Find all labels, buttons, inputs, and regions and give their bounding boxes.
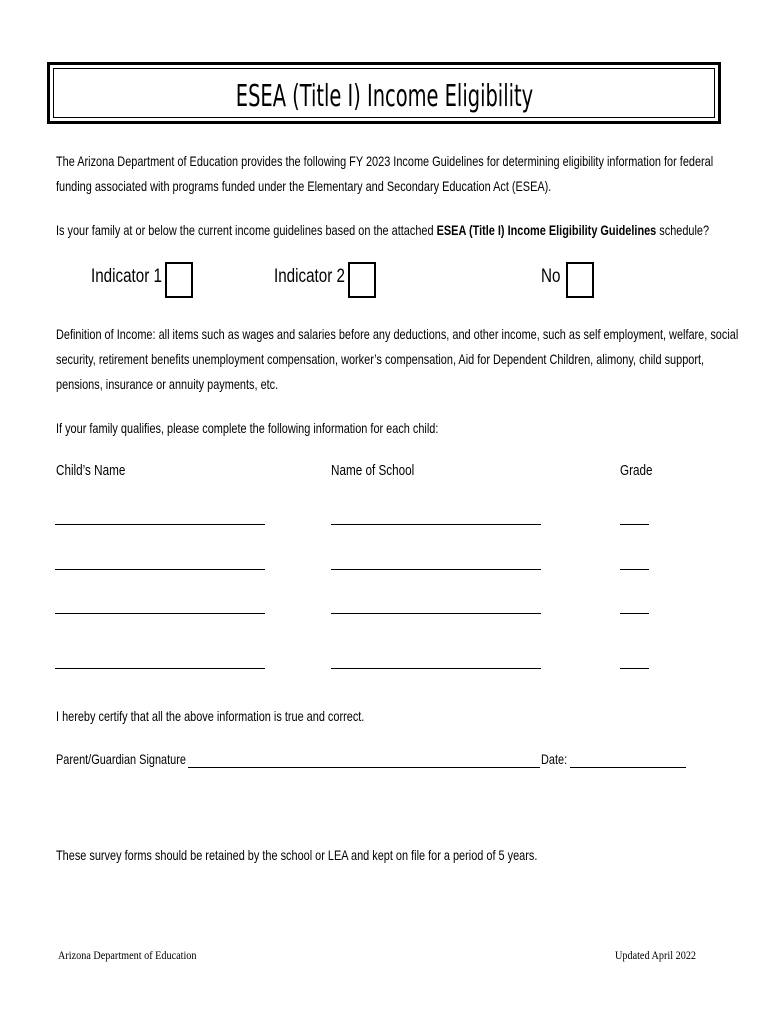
intro-paragraph: [56, 149, 770, 199]
child-name-field-4[interactable]: [55, 668, 265, 669]
school-name-field-2[interactable]: [331, 569, 541, 570]
definition-line-3: pensions, insurance or annuity payments, etc.: [56, 376, 279, 392]
intro-line-2: funding associated with programs funded under the Elementary and Secondary Education Act (ESEA).: [56, 178, 552, 194]
eligibility-question: [56, 218, 770, 243]
school-name-field-1[interactable]: [331, 524, 541, 525]
no-checkbox[interactable]: [566, 262, 594, 298]
footer-department: Arizona Department of Education: [58, 948, 197, 962]
date-field[interactable]: [570, 767, 686, 768]
title-box: [47, 62, 721, 124]
retention-notice: These survey forms should be retained by the school or LEA and kept on file for a period of 5 years.: [56, 847, 538, 863]
qualifies-instructions: If your family qualifies, please complete the following information for each child:: [56, 420, 439, 436]
child-name-header: Child’s Name: [56, 462, 126, 479]
no-label: No: [541, 266, 561, 287]
grade-header: Grade: [620, 462, 653, 479]
school-name-field-3[interactable]: [331, 613, 541, 614]
school-name-field-4[interactable]: [331, 668, 541, 669]
child-name-field-1[interactable]: [55, 524, 265, 525]
page-title: ESEA (Title I) Income Eligibility: [235, 79, 533, 114]
grade-field-1[interactable]: [620, 524, 649, 525]
grade-field-4[interactable]: [620, 668, 649, 669]
income-definition: [56, 322, 770, 397]
date-label: Date:: [541, 751, 568, 767]
child-name-field-3[interactable]: [55, 613, 265, 614]
definition-line-1: Definition of Income: all items such as wages and salaries before any deductions, and other income, such as self employment, welfare, social: [56, 326, 739, 342]
guidelines-title-bold: ESEA (Title I) Income Eligibility Guidelines: [436, 222, 657, 238]
definition-line-2: security, retirement benefits unemployment compensation, worker’s compensation, Aid for Dependent Children, alimony, child support,: [56, 351, 705, 367]
indicator-2-label: Indicator 2: [274, 266, 345, 287]
grade-field-3[interactable]: [620, 613, 649, 614]
indicator-1-checkbox[interactable]: [165, 262, 193, 298]
intro-line-1: The Arizona Department of Education provides the following FY 2023 Income Guidelines for determining eligibility information for federal: [56, 153, 714, 169]
certification-statement: I hereby certify that all the above information is true and correct.: [56, 708, 365, 724]
question-text: Is your family at or below the current income guidelines based on the attached ESEA (Title I) Income Eligibility Guidelines schedule?: [56, 222, 710, 238]
signature-field[interactable]: [188, 767, 540, 768]
school-name-header: Name of School: [331, 462, 415, 479]
child-name-field-2[interactable]: [55, 569, 265, 570]
footer-updated-date: Updated April 2022: [615, 948, 697, 962]
grade-field-2[interactable]: [620, 569, 649, 570]
indicator-1-label: Indicator 1: [91, 266, 162, 287]
signature-label: Parent/Guardian Signature: [56, 751, 186, 767]
indicator-2-checkbox[interactable]: [348, 262, 376, 298]
